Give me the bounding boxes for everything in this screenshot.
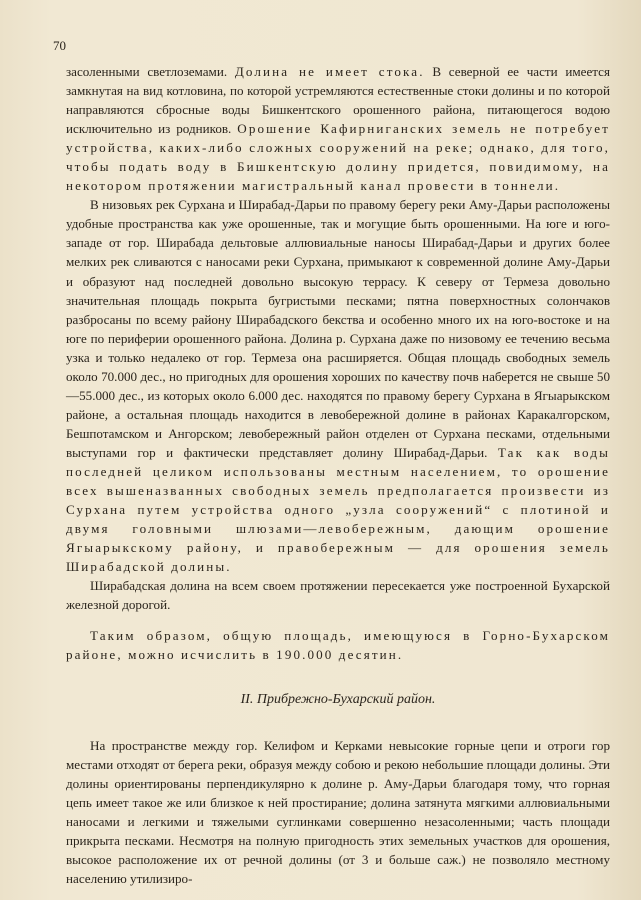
paragraph-5: На пространстве между гор. Келифом и Керками невысокие горные цепи и отроги гор местами отходят от берега реки, образуя между собою и рекою небольшие площади долины. Эти долины ориентированы перпендикулярно к долине р. Аму-Дарьи благодаря тому, что горная цепь имеет такое же или близкое к ней простирание; долина затянута мягкими аллювиальными наносами и легкими и тяжелыми суглинками совершенно незасоленными; часть площади прикрыта песками. Несмотря на полную пригодность этих земельных участков для орошения, высокое расположение их от речной долины (от 3 и больше саж.) не позволяло местному населению утилизиро- (66, 737, 610, 886)
spaced-emphasis: Долина не имеет стока. (234, 64, 425, 79)
paragraph-2: В низовьях рек Сурхана и Ширабад-Дарьи по правому берегу реки Аму-Дарьи расположены удобные пространства как уже орошенные, так и могущие быть орошенными. На юге и юго-западе от гор. Ширабада дельтовые аллювиальные наносы Ширабад-Дарьи и других более мелких рек сливаются с наносами реки Сурхана, примыкают к современной долине Аму-Дарьи и образуют над последней довольно высокую террасу. К северу от Термеза довольно значительная площадь покрыта бугристыми песками; пятна поверхностных солончаков разбросаны по всему району Ширабадского бекства и особенно много их на юго-востоке и на юге по периферии орошенного района. Долина р. Сурхана даже по низовому ее течению весьма узка и только недалеко от гор. Термеза она расширяется. Общая площадь свободных земель около 70.000 дес., но пригодных для орошения хороших по качеству почв наберется не свыше 50—55.000 дес., из которых около 6.000 дес. находятся по правому берегу Сурхана в Ягыарыкском районе, а остальная площадь находится в левобережной долине в районах Каракалгорском, Бешпотамском и Ангорском; левобережный район отделен от Сурхана песками, отдельными выступами гор и фактически представляет долину Ширабад-Дарьи. Так как воды последней целиком использованы местным населением, то орошение всех вышеназванных свободных земель предполагается произвести из Сурхана путем устройства одного „узла сооружений“ с плотиной и двумя головными шлюзами—левобережным, дающим орошение Ягыарыкскому району, и правобережным — для орошения земель Ширабадской долины. (66, 197, 610, 575)
spaced-emphasis: Так как воды последней целиком использованы местным населением, то орошение всех вышеназванных свободных земель предполагается произвести из Сурхана путем устройства одного „узла сооружений“ с плотиной и двумя головными шлюзами—левобережным, дающим орошение Ягыарыкскому району, и правобережным — для орошения земель Ширабадской долины. (66, 444, 610, 575)
paragraph-1: засоленными светлоземами. Долина не имеет стока. В северной ее части имеется замкнутая на вид котловина, по которой устремляются естественные стоки долины и по которой направляются сбросные воды Бишкентского орошенного района, питающегося водою исключительно из родников. Орошение Кафирниганских земель не потребует устройства, каких-либо сложных сооружений на реке; однако, для того, чтобы подать воду в Бишкентскую долину придется, повидимому, на некотором протяжении магистральный канал провести в тоннели. (66, 64, 611, 194)
page-number: 70 (53, 38, 66, 53)
body-text (66, 62, 610, 888)
paragraph-3: Ширабадская долина на всем своем протяжении пересекается уже построенной Бухарской железной дорогой. (66, 578, 610, 613)
section-heading: II. Прибрежно-Бухарский район. (240, 692, 436, 708)
spaced-emphasis: Орошение Кафирниганских земель не потребует устройства, каких-либо сложных сооружений на реке; однако, для того, чтобы подать воду в Бишкентскую долину придется, повидимому, на некотором протяжении магистральный канал провести в тоннели. (66, 121, 611, 194)
summary-paragraph: Таким образом, общую площадь, имеющуюся в Горно-Бухарском районе, можно исчислить в 190.000 десятин. (66, 628, 610, 663)
